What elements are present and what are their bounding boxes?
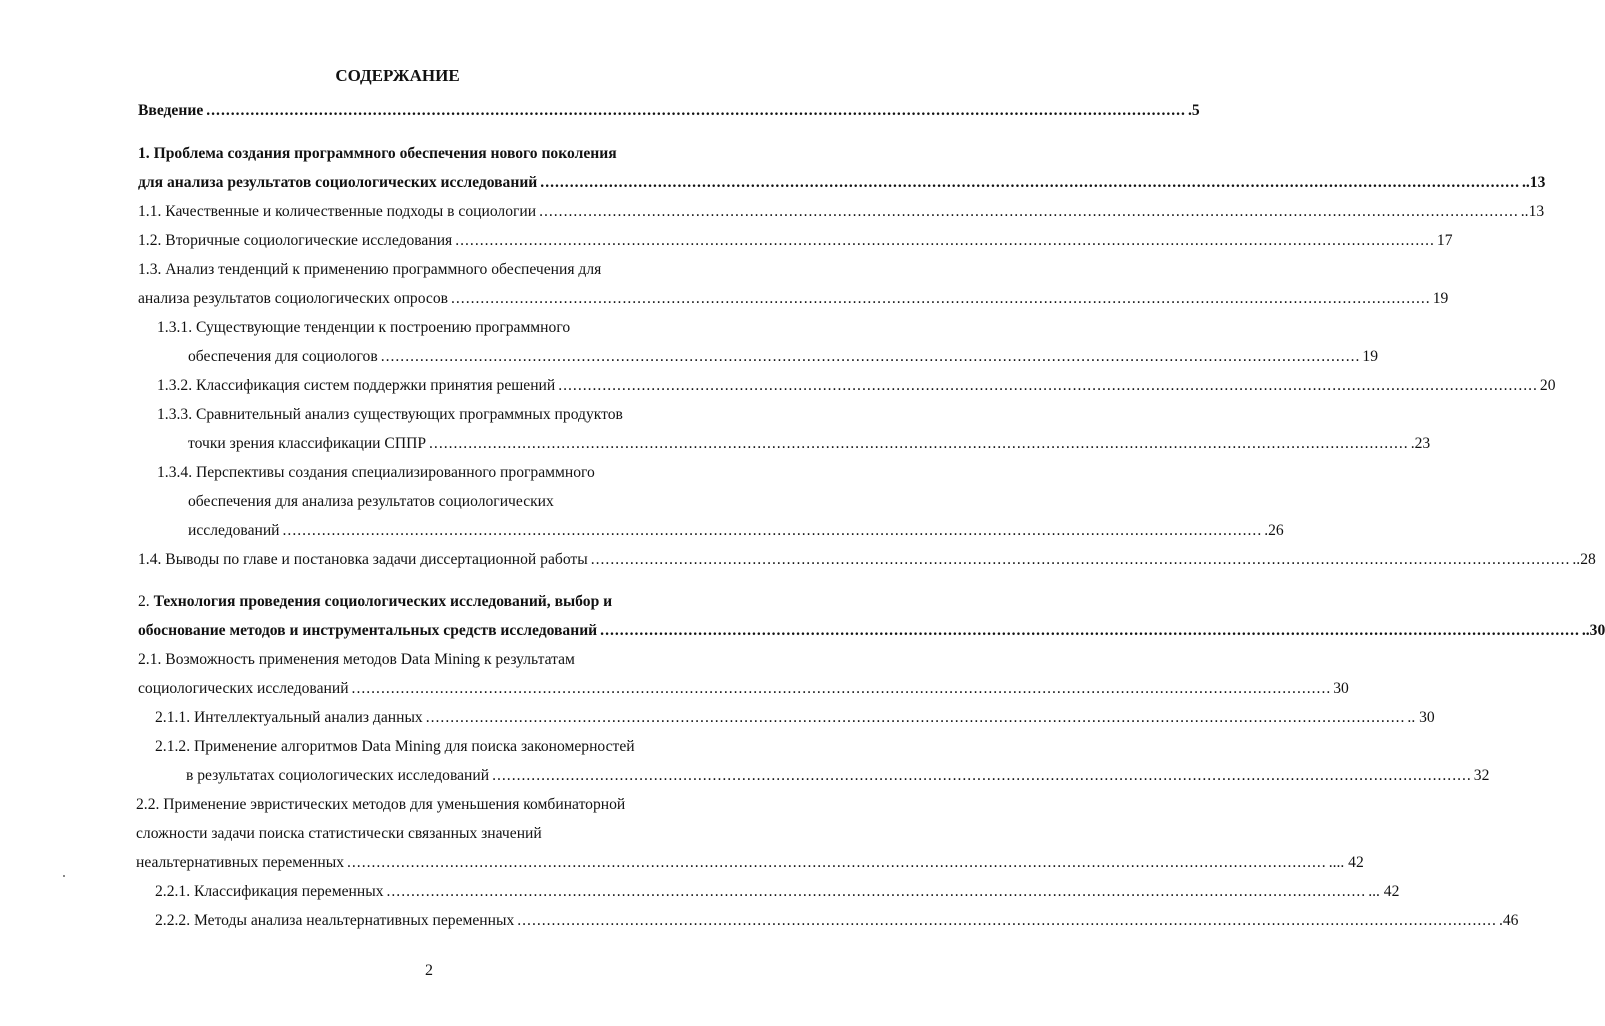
toc-entry-2-1-1[interactable] — [155, 708, 1435, 728]
toc-page-number: .5 — [1187, 102, 1200, 119]
page-number: 2 — [425, 962, 433, 979]
toc-entry-1-3-1[interactable] — [188, 347, 1378, 367]
toc-entry-text: 1.3.2. Классификация систем поддержки принятия решений — [157, 377, 556, 394]
toc-entry-2-2-line1: 2.2. Применение эвристических методов для уменьшения комбинаторной — [136, 796, 626, 813]
toc-entry-chapter-2[interactable] — [138, 621, 1605, 641]
dot-leader: ........................................................................................................................................................................................................ — [451, 290, 1431, 307]
toc-entry-text: социологических исследований — [138, 680, 349, 697]
toc-page-number: .... 42 — [1328, 854, 1364, 871]
dot-leader: ........................................................................................................................................................................................................ — [429, 435, 1409, 452]
toc-entry-1-3-2[interactable] — [157, 376, 1556, 396]
toc-page-number: .26 — [1264, 522, 1284, 539]
toc-entry-text: 2.2.2. Методы анализа неальтернативных переменных — [155, 912, 515, 929]
toc-page-number: ..28 — [1572, 551, 1596, 568]
toc-page-number: 17 — [1436, 232, 1453, 249]
dot-leader: ........................................................................................................................................................................................................ — [425, 709, 1406, 726]
toc-entry-1-3-4[interactable] — [188, 521, 1284, 541]
toc-chapter-title: Технология проведения социологических исследований, выбор и — [153, 593, 613, 610]
toc-entry-1-4[interactable] — [138, 550, 1596, 570]
dot-leader: ........................................................................................................................................................................................................ — [386, 883, 1367, 900]
dot-leader: ........................................................................................................................................................................................................ — [539, 203, 1519, 220]
toc-entry-text: 2.2.1. Классификация переменных — [155, 883, 384, 900]
dot-leader: ........................................................................................................................................................................................................ — [492, 767, 1472, 784]
dot-leader: ........................................................................................................................................................................................................ — [455, 232, 1435, 249]
toc-page-number: .46 — [1498, 912, 1519, 929]
toc-entry-1-1[interactable] — [138, 202, 1545, 222]
toc-entry-1-3-4-line2: обеспечения для анализа результатов социологических — [188, 493, 554, 510]
toc-entry-2-1-2-line1: 2.1.2. Применение алгоритмов Data Mining для поиска закономерностей — [155, 738, 635, 755]
toc-entry-2-2-2[interactable] — [155, 911, 1519, 931]
dot-leader: ........................................................................................................................................................................................................ — [590, 551, 1571, 568]
toc-entry-text: 2.1.1. Интеллектуальный анализ данных — [155, 709, 423, 726]
toc-entry-2-1-2[interactable] — [186, 766, 1490, 786]
toc-entry-2-1[interactable] — [138, 679, 1349, 699]
scan-speck — [63, 875, 65, 877]
toc-entry-intro[interactable] — [138, 101, 1200, 121]
toc-entry-text: 1.2. Вторичные социологические исследования — [138, 232, 453, 249]
toc-page-number: ..13 — [1520, 203, 1545, 220]
dot-leader: ........................................................................................................................................................................................................ — [540, 174, 1520, 191]
dot-leader: ........................................................................................................................................................................................................ — [347, 854, 1327, 871]
toc-entry-text: 1.1. Качественные и количественные подходы в социологии — [138, 203, 537, 220]
toc-entry-text: точки зрения классификации СППР — [188, 435, 427, 452]
toc-page-number: 20 — [1539, 377, 1556, 394]
toc-entry-2-2[interactable] — [136, 853, 1364, 873]
page-title: СОДЕРЖАНИЕ — [335, 66, 460, 85]
dot-leader: ........................................................................................................................................................................................................ — [517, 912, 1497, 929]
toc-entry-1-3[interactable] — [138, 289, 1449, 309]
toc-entry-text: анализа результатов социологических опросов — [138, 290, 448, 307]
toc-page-number: 19 — [1432, 290, 1449, 307]
toc-entry-1-3-4-line1: 1.3.4. Перспективы создания специализированного программного — [157, 464, 595, 481]
dot-leader: ........................................................................................................................................................................................................ — [351, 680, 1332, 697]
toc-entry-2-2-1[interactable] — [155, 882, 1400, 902]
toc-chapter-1-line1: 1. Проблема создания программного обеспечения нового поколения — [138, 145, 617, 162]
toc-entry-text: неальтернативных переменных — [136, 854, 344, 871]
toc-page-number: ... 42 — [1368, 883, 1400, 900]
toc-entry-text: обеспечения для социологов — [188, 348, 378, 365]
toc-page-number: .23 — [1410, 435, 1431, 452]
toc-entry-1-2[interactable] — [138, 231, 1453, 251]
toc-chapter-2-line1 — [138, 592, 612, 612]
toc-page-number: ..13 — [1521, 174, 1546, 191]
toc-page-number: 19 — [1362, 348, 1378, 365]
dot-leader: ........................................................................................................................................................................................................ — [600, 622, 1580, 639]
dot-leader: ........................................................................................................................................................................................................ — [558, 377, 1538, 394]
dot-leader: ........................................................................................................................................................................................................ — [206, 102, 1186, 119]
toc-entry-text: исследований — [188, 522, 280, 539]
toc-entry-1-3-3-line1: 1.3.3. Сравнительный анализ существующих программных продуктов — [157, 406, 623, 423]
toc-entry-1-3-1-line1: 1.3.1. Существующие тенденции к построению программного — [157, 319, 571, 336]
toc-chapter-number: 2. — [138, 593, 154, 610]
toc-page-number: ..30 — [1581, 622, 1605, 639]
dot-leader: ........................................................................................................................................................................................................ — [282, 522, 1263, 539]
toc-entry-text: для анализа результатов социологических исследований — [138, 174, 538, 191]
toc-page-number: .. 30 — [1407, 709, 1435, 726]
toc-entry-text: 1.4. Выводы по главе и постановка задачи диссертационной работы — [138, 551, 588, 568]
toc-page-number: 32 — [1473, 767, 1490, 784]
toc-entry-1-3-3[interactable] — [188, 434, 1431, 454]
toc-entry-text: в результатах социологических исследований — [186, 767, 490, 784]
toc-entry-text: обоснование методов и инструментальных средств исследований — [138, 622, 598, 639]
toc-entry-2-1-line1: 2.1. Возможность применения методов Data Mining к результатам — [138, 651, 575, 668]
toc-entry-text: Введение — [138, 102, 204, 119]
toc-entry-2-2-line2: сложности задачи поиска статистически связанных значений — [136, 825, 542, 842]
toc-entry-chapter-1[interactable] — [138, 173, 1546, 193]
toc-page-number: 30 — [1333, 680, 1349, 697]
toc-entry-1-3-line1: 1.3. Анализ тенденций к применению программного обеспечения для — [138, 261, 602, 278]
dot-leader: ........................................................................................................................................................................................................ — [380, 348, 1361, 365]
